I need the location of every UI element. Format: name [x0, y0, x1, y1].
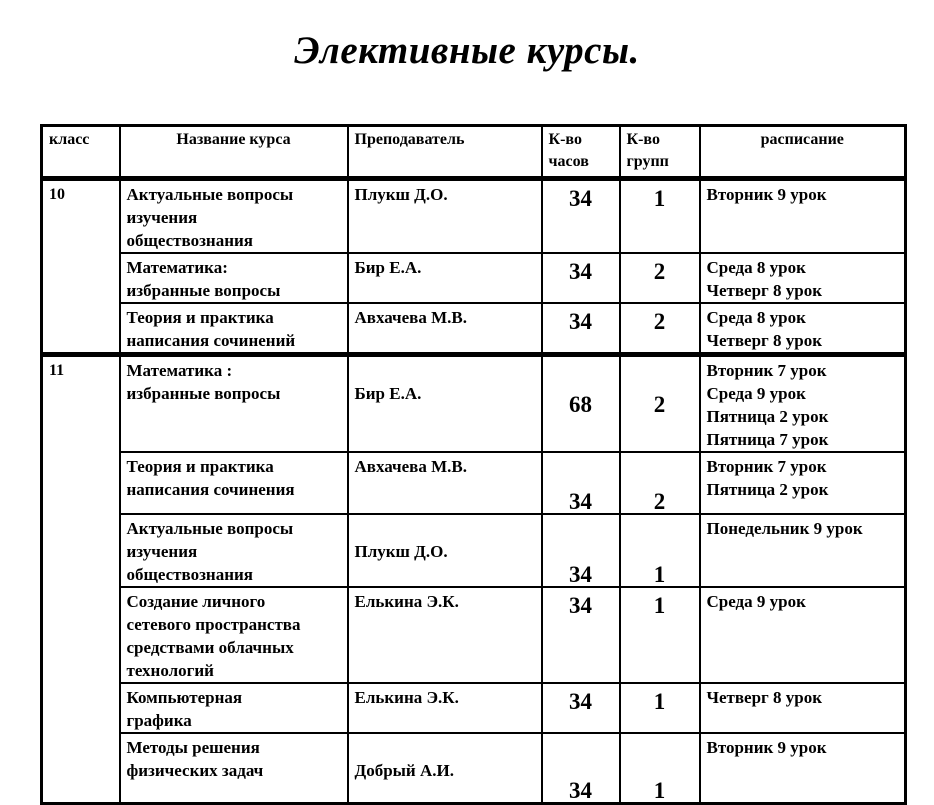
schedule: [700, 514, 906, 587]
teacher-name: Елькина Э.К.: [348, 587, 542, 683]
course-name: [120, 179, 348, 254]
schedule-line: Среда 8 урок: [706, 258, 806, 277]
groups-count: 2: [620, 355, 700, 453]
header-teacher: Преподаватель: [348, 126, 542, 179]
schedule: [700, 253, 906, 303]
course-name-line: Теория и практика: [126, 308, 274, 327]
schedule-line: Вторник 9 урок: [706, 738, 827, 757]
teacher-name: Елькина Э.К.: [348, 683, 542, 733]
course-name-line: избранные вопросы: [126, 384, 281, 403]
hours-count: 34: [542, 587, 620, 683]
teacher-name: Добрый А.И.: [348, 733, 542, 803]
schedule: [700, 179, 906, 254]
schedule: [700, 733, 906, 803]
table-row: [42, 514, 906, 587]
hours-count: 34: [542, 683, 620, 733]
table-row: [42, 452, 906, 514]
header-klass: класс: [42, 126, 120, 179]
schedule-line: Четверг 8 урок: [706, 281, 823, 300]
course-name: [120, 733, 348, 803]
schedule: [700, 355, 906, 453]
course-name-line: обществознания: [126, 231, 253, 250]
course-name-line: Компьютерная: [126, 688, 243, 707]
schedule-line: Вторник 9 урок: [706, 185, 827, 204]
hours-count: 68: [542, 355, 620, 453]
header-schedule: расписание: [700, 126, 906, 179]
grade-10-label: 10: [42, 179, 120, 355]
course-name-line: Актуальные вопросы: [126, 185, 294, 204]
schedule-line: Четверг 8 урок: [706, 688, 823, 707]
groups-count: 1: [620, 514, 700, 587]
teacher-name: Авхачева М.В.: [348, 303, 542, 355]
course-name: [120, 355, 348, 453]
course-name-line: технологий: [126, 661, 214, 680]
groups-count: 2: [620, 253, 700, 303]
schedule-line: Понедельник 9 урок: [706, 519, 863, 538]
course-name-line: написания сочинения: [126, 480, 295, 499]
course-name-line: написания сочинений: [126, 331, 296, 350]
course-name-line: изучения: [126, 542, 198, 561]
teacher-name: Бир Е.А.: [348, 253, 542, 303]
groups-count: 1: [620, 179, 700, 254]
course-name-line: сетевого пространства: [126, 615, 301, 634]
course-name-line: Математика:: [126, 258, 228, 277]
header-hours: [542, 126, 620, 179]
header-groups: [620, 126, 700, 179]
course-name-line: средствами облачных: [126, 638, 294, 657]
course-name-line: изучения: [126, 208, 198, 227]
header-hours-line2: часов: [548, 153, 589, 170]
teacher-name: Бир Е.А.: [348, 355, 542, 453]
table-row: [42, 355, 906, 453]
course-name: [120, 253, 348, 303]
course-name: [120, 683, 348, 733]
header-groups-line1: К-во: [626, 131, 660, 148]
hours-count: 34: [542, 452, 620, 514]
elective-courses-table: [40, 124, 907, 805]
teacher-name: Плукш Д.О.: [348, 179, 542, 254]
schedule-line: Четверг 8 урок: [706, 331, 823, 350]
schedule-line: Вторник 7 урок: [706, 457, 827, 476]
schedule-line: Среда 9 урок: [706, 592, 806, 611]
schedule: [700, 303, 906, 355]
table-row: [42, 253, 906, 303]
schedule-line: Среда 8 урок: [706, 308, 806, 327]
teacher-name: Плукш Д.О.: [348, 514, 542, 587]
schedule-line: Пятница 7 урок: [706, 430, 829, 449]
course-name-line: обществознания: [126, 565, 253, 584]
course-name-line: избранные вопросы: [126, 281, 281, 300]
schedule: [700, 683, 906, 733]
table-row: [42, 179, 906, 254]
header-course-name: Название курса: [120, 126, 348, 179]
hours-count: 34: [542, 733, 620, 803]
course-name-line: Актуальные вопросы: [126, 519, 294, 538]
course-name: [120, 514, 348, 587]
groups-count: 1: [620, 587, 700, 683]
course-name-line: Математика :: [126, 361, 233, 380]
schedule: [700, 587, 906, 683]
hours-count: 34: [542, 303, 620, 355]
table-row: [42, 733, 906, 803]
hours-count: 34: [542, 179, 620, 254]
table-row: [42, 683, 906, 733]
hours-count: 34: [542, 253, 620, 303]
schedule-line: Вторник 7 урок: [706, 361, 827, 380]
schedule-line: Пятница 2 урок: [706, 407, 829, 426]
course-name: [120, 587, 348, 683]
course-name-line: графика: [126, 711, 192, 730]
course-name-line: Создание личного: [126, 592, 266, 611]
teacher-name: Авхачева М.В.: [348, 452, 542, 514]
schedule-line: Пятница 2 урок: [706, 480, 829, 499]
schedule: [700, 452, 906, 514]
groups-count: 1: [620, 683, 700, 733]
groups-count: 2: [620, 452, 700, 514]
table-row: [42, 587, 906, 683]
groups-count: 2: [620, 303, 700, 355]
table-row: [42, 303, 906, 355]
table-header-row: [42, 126, 906, 179]
header-hours-line1: К-во: [548, 131, 582, 148]
groups-count: 1: [620, 733, 700, 803]
course-name-line: физических задач: [126, 761, 264, 780]
course-name-line: Методы решения: [126, 738, 260, 757]
course-name: [120, 452, 348, 514]
page-title: Элективные курсы.: [294, 29, 640, 72]
header-groups-line2: групп: [626, 153, 669, 170]
schedule-line: Среда 9 урок: [706, 384, 806, 403]
hours-count: 34: [542, 514, 620, 587]
grade-11-label: 11: [42, 355, 120, 804]
course-name-line: Теория и практика: [126, 457, 274, 476]
course-name: [120, 303, 348, 355]
